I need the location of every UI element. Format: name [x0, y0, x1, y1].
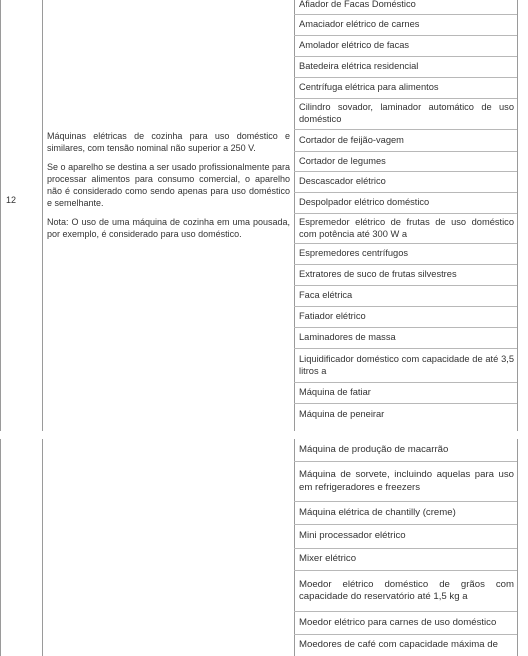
table-border-left	[0, 0, 1, 431]
list-item: Fatiador elétrico	[294, 307, 517, 328]
table-segment-2	[0, 439, 520, 656]
table-border-col1	[42, 439, 43, 656]
description-note: Nota: O uso de uma máquina de cozinha em uma pousada, por exemplo, é considerado para uso doméstico.	[47, 217, 290, 239]
list-item: Máquina de fatiar	[294, 383, 517, 404]
list-item: Extratores de suco de frutas silvestres	[294, 265, 517, 286]
list-item: Espremedor elétrico de frutas de uso doméstico com potência até 300 W a	[294, 214, 517, 244]
list-item: Máquina elétrica de chantilly (creme)	[294, 502, 517, 525]
list-item: Batedeira elétrica residencial	[294, 57, 517, 78]
product-list	[294, 0, 517, 425]
description-paragraph: Máquinas elétricas de cozinha para uso doméstico e similares, com tensão nominal não superior a 250 V.	[47, 131, 290, 153]
row-number: 12	[6, 195, 17, 205]
description-paragraph: Se o aparelho se destina a ser usado profissionalmente para processar alimentos para consumo comercial, o aparelho não é considerado como sendo apenas para uso doméstico e semelhante.	[47, 162, 290, 208]
list-item: Faca elétrica	[294, 286, 517, 307]
list-item: Mini processador elétrico	[294, 525, 517, 549]
list-item: Máquina de sorvete, incluindo aquelas para uso em refrigeradores e freezers	[294, 462, 517, 502]
list-item: Amaciador elétrico de carnes	[294, 15, 517, 36]
table-border-left	[0, 439, 1, 656]
list-item: Despolpador elétrico doméstico	[294, 193, 517, 214]
list-item: Mixer elétrico	[294, 549, 517, 571]
list-item: Máquina de produção de macarrão	[294, 439, 517, 462]
product-list-continued	[294, 439, 517, 656]
list-item: Moedor elétrico doméstico de grãos com capacidade do reservatório até 1,5 kg a	[294, 571, 517, 612]
list-item: Moedor elétrico para carnes de uso doméstico	[294, 612, 517, 635]
list-item: Máquina de peneirar	[299, 408, 385, 419]
list-item: Amolador elétrico de facas	[294, 36, 517, 57]
list-item: Cortador de feijão-vagem	[294, 130, 517, 152]
table-border-right	[517, 439, 518, 656]
list-item: Cilindro sovador, laminador automático de uso doméstico	[294, 99, 517, 130]
list-item: Laminadores de massa	[294, 328, 517, 349]
row-description	[47, 131, 290, 249]
table-border-col1	[42, 0, 43, 431]
list-item: Espremedores centrífugos	[294, 244, 517, 265]
list-item: Afiador de Facas Doméstico	[294, 0, 517, 15]
table-border-right	[517, 0, 518, 431]
list-item: Centrífuga elétrica para alimentos	[294, 78, 517, 99]
list-item: Cortador de legumes	[294, 152, 517, 172]
list-item: Descascador elétrico	[294, 172, 517, 193]
list-item: Liquidificador doméstico com capacidade de até 3,5 litros a	[294, 349, 517, 383]
list-item: Moedores de café com capacidade máxima de	[299, 639, 498, 650]
